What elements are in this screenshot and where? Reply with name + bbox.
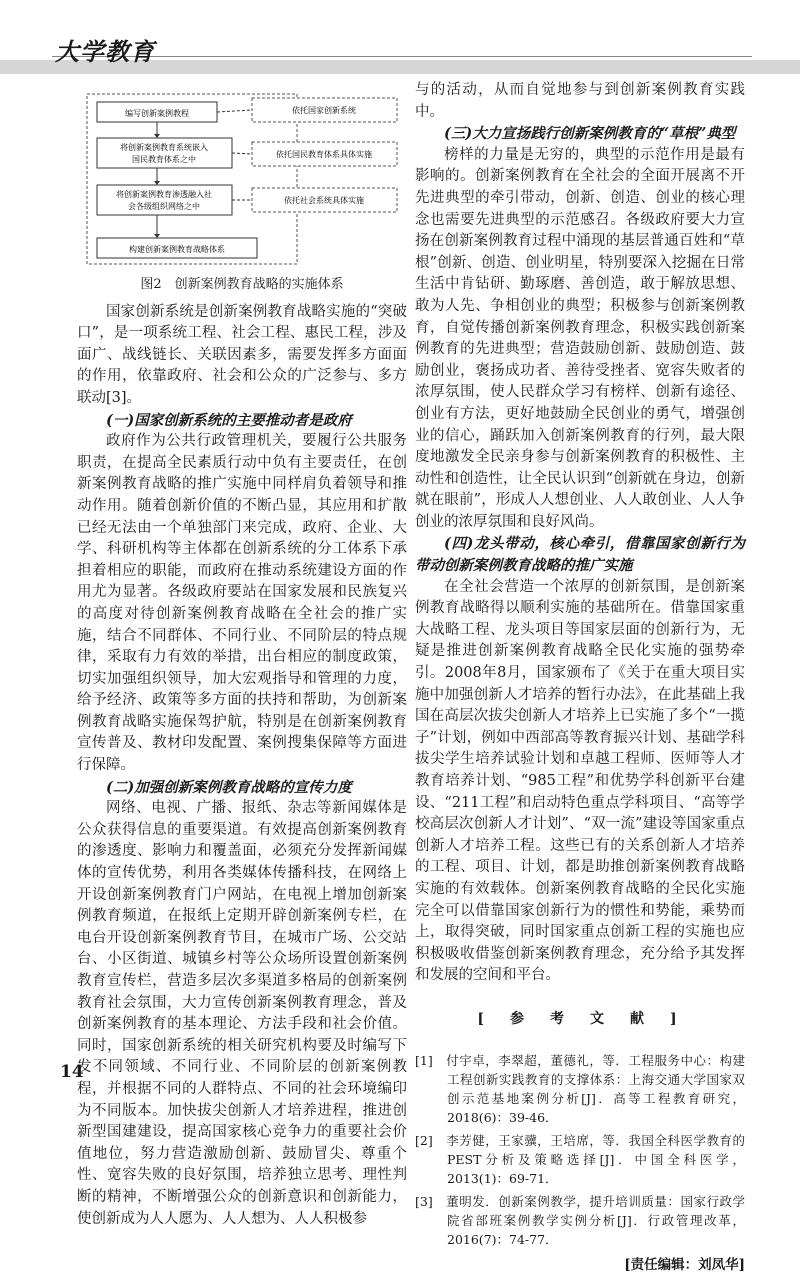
- reference-item: [2] 李芳健，王家骥，王培席，等．我国全科医学教育的PEST分析及策略选择[J]．中国全科医学，2013(1)：69-71．: [415, 1132, 745, 1186]
- left-column: [77, 80, 407, 1230]
- journal-logo: 大学教育: [55, 37, 155, 66]
- box-left-3-text-b: 会各级组织网络之中: [128, 202, 200, 211]
- section-heading: (一)国家创新系统的主要推动者是政府: [106, 411, 352, 429]
- section-heading: (四)龙头带动，核心牵引，借靠国家创新行为带动创新案例教育战略的推广实施: [415, 535, 745, 575]
- header-rule: [52, 56, 752, 57]
- paragraph: 榜样的力量是无穷的，典型的示范作用是最有影响的。创新案例教育在全社会的全面开展离不开先进典型的牵引带动，创新、创造、创业的核心理念也需要先进典型的示范感召。各级政府要大力宣扬在创新案例教育过程中涌现的基层普通百姓和“草根”创新、创造、创业明星，特别要深入挖掘在日常生活中肯钻研、勤琢磨、善创造，敢于解放思想、敢为人先、争相创业的典型；积极参与创新案例教育，自觉传播创新案例教育理念，积极实践创新案例教育的先进典型；营造鼓励创新、鼓励创造、鼓励创业，褒扬成功者、善待受挫者、宽容失败者的浓厚氛围，使人民群众学习有榜样、创新有途径、创业有方法，更好地鼓励全民创业的勇气，增强创业的信心，踊跃加入创新案例教育的行列，最大限度地激发全民亲身参与创新案例教育的积极性、主动性和创造性，让全民认识到“创新就在身边，创新就在眼前”，形成人人想创业、人人敢创业、人人争创业的浓厚氛围和良好风尚。: [415, 146, 745, 530]
- flow-diagram: [77, 88, 407, 268]
- section-heading: (二)加强创新案例教育战略的宣传力度: [106, 778, 352, 796]
- page-number: 14: [60, 1062, 84, 1082]
- paragraph: 国家创新系统是创新案例教育战略实施的“突破口”，是一项系统工程、社会工程、惠民工程，涉及面广、战线链长、关联因素多，需要发挥多方面面的作用，依靠政府、社会和公众的广泛参与、多方联动[3]。: [77, 303, 407, 406]
- box-right-1-text: 依托国家创新系统: [292, 106, 356, 115]
- right-column: [415, 80, 745, 1276]
- box-right-2-text: 依托国民教育体系具体实施: [276, 150, 372, 159]
- section-heading: (三)大力宣扬践行创新案例教育的“草根”典型: [444, 125, 736, 143]
- box-right-3-text: 依托社会系统具体实施: [284, 196, 364, 205]
- figure-caption: 图2 创新案例教育战略的实施体系: [140, 277, 344, 292]
- box-left-2-text-a: 将创新案例教育系统嵌入: [120, 143, 208, 152]
- reference-item: [3] 董明发．创新案例教学，提升培训质量：国家行政学院省部班案例教学实例分析[J]．行政管理改革，2016(7)：74-77．: [415, 1193, 745, 1247]
- box-left-1-text: 编写创新案例教程: [125, 109, 189, 118]
- paragraph: 在全社会营造一个浓厚的创新氛围，是创新案例教育战略得以顺利实施的基础所在。借靠国家重大战略工程、龙头项目等国家层面的创新行为，无疑是推进创新案例教育战略全民化实施的强势牵引。2008年8月，国家颁布了《关于在重大项目实施中加强创新人才培养的暂行办法》，在此基础上我国在高层次拔尖创新人才培养上已实施了多个“一揽子”计划，例如中西部高等教育振兴计划、基础学科拔尖学生培养试验计划和卓越工程师、医师等人才教育培养计划、“985工程”和优势学科创新平台建设、“211工程”和启动特色重点学科项目、“高等学校高层次创新人才计划”、“双一流”建设等国家重点创新人才培养工程。这些已有的关系创新人才培养的工程、项目、计划，都是助推创新案例教育战略实施的有效载体。创新案例教育战略的全民化实施完全可以借靠国家创新行为的惯性和势能，乘势而上，取得突破，同时国家重点创新工程的实施也应积极吸收借鉴创新案例教育理念，充分给予其发挥和发展的空间和平台。: [415, 578, 745, 984]
- box-left-4-text: 构建创新案例教育战略体系: [129, 245, 225, 254]
- references-heading: [ 参 考 文 献 ]: [477, 1010, 683, 1027]
- paragraph: 政府作为公共行政管理机关，要履行公共服务职责，在提高全民素质行动中负有主要责任，在创新案例教育战略的推广实施中同样肩负着领导和推动作用。随着创新价值的不断凸显，其应用和扩散已经无法由一个单独部门来完成，政府、企业、大学、科研机构等主体都在创新系统的分工体系下承担着相应的职能，而政府在推动系统建设方面的作用尤为显著。各级政府要站在国家发展和民族复兴的高度对待创新案例教育战略在全社会的推广实施，结合不同群体、不同行业、不同阶层的特点规律，采取有力有效的举措，出台相应的制度政策，切实加强组织领导，加大宏观指导和管理的力度，给予经济、政策等多方面的扶持和帮助，为创新案例教育战略实施保驾护航，特别是在创新案例教育宣传普及、教材印发配置、案例搜集保障等方面进行保障。: [77, 433, 407, 774]
- box-left-3-text-a: 将创新案例教育渗透融入社: [116, 190, 212, 199]
- paragraph: 网络、电视、广播、报纸、杂志等新闻媒体是公众获得信息的重要渠道。有效提高创新案例教育的渗透度、影响力和覆盖面，必须充分发挥新闻媒体的宣传优势，利用各类媒体传播科技，在网络上开设创新案例教育门户网站，在电视上增加创新案例教育频道，在报纸上定期开辟创新案例专栏，在电台开设创新案例教育节目，在城市广场、公交站台、小区街道、城镇乡村等公众场所设置创新案例教育宣传栏，营造多层次多渠道多格局的创新案例教育社会氛围，大力宣传创新案例教育理念，普及创新案例教育的基本理论、方法手段和社会价值。同时，国家创新系统的相关研究机构要及时编写下发不同领域、不同行业、不同阶层的创新案例教程，并根据不同的人群特点、不同的社会环境编印为不同版本。加快拔尖创新人才培养进程，推进创新型国建建设，提高国家核心竞争力的重要社会价值地位，努力营造激励创新、鼓励冒尖、尊重个性、宽容失败的良好氛围，培养独立思考、理性判断的精神，不断增强公众的创新意识和创新能力，使创新成为人人愿为、人人想为、人人积极参: [77, 800, 407, 1227]
- box-left-2-text-b: 国民教育体系之中: [132, 155, 196, 164]
- figure-2: [77, 88, 407, 268]
- editor-credit: [责任编辑：刘凤华]: [624, 1256, 745, 1273]
- reference-item: [1] 付宇卓，李翠超，董德礼，等．工程服务中心：构建工程创新实践教育的支撑体系：上海交通大学国家双创示范基地案例分析[J]．高等工程教育研究，2018(6)：39-46．: [415, 1052, 745, 1125]
- paragraph: 与的活动，从而自觉地参与到创新案例教育实践中。: [415, 82, 745, 120]
